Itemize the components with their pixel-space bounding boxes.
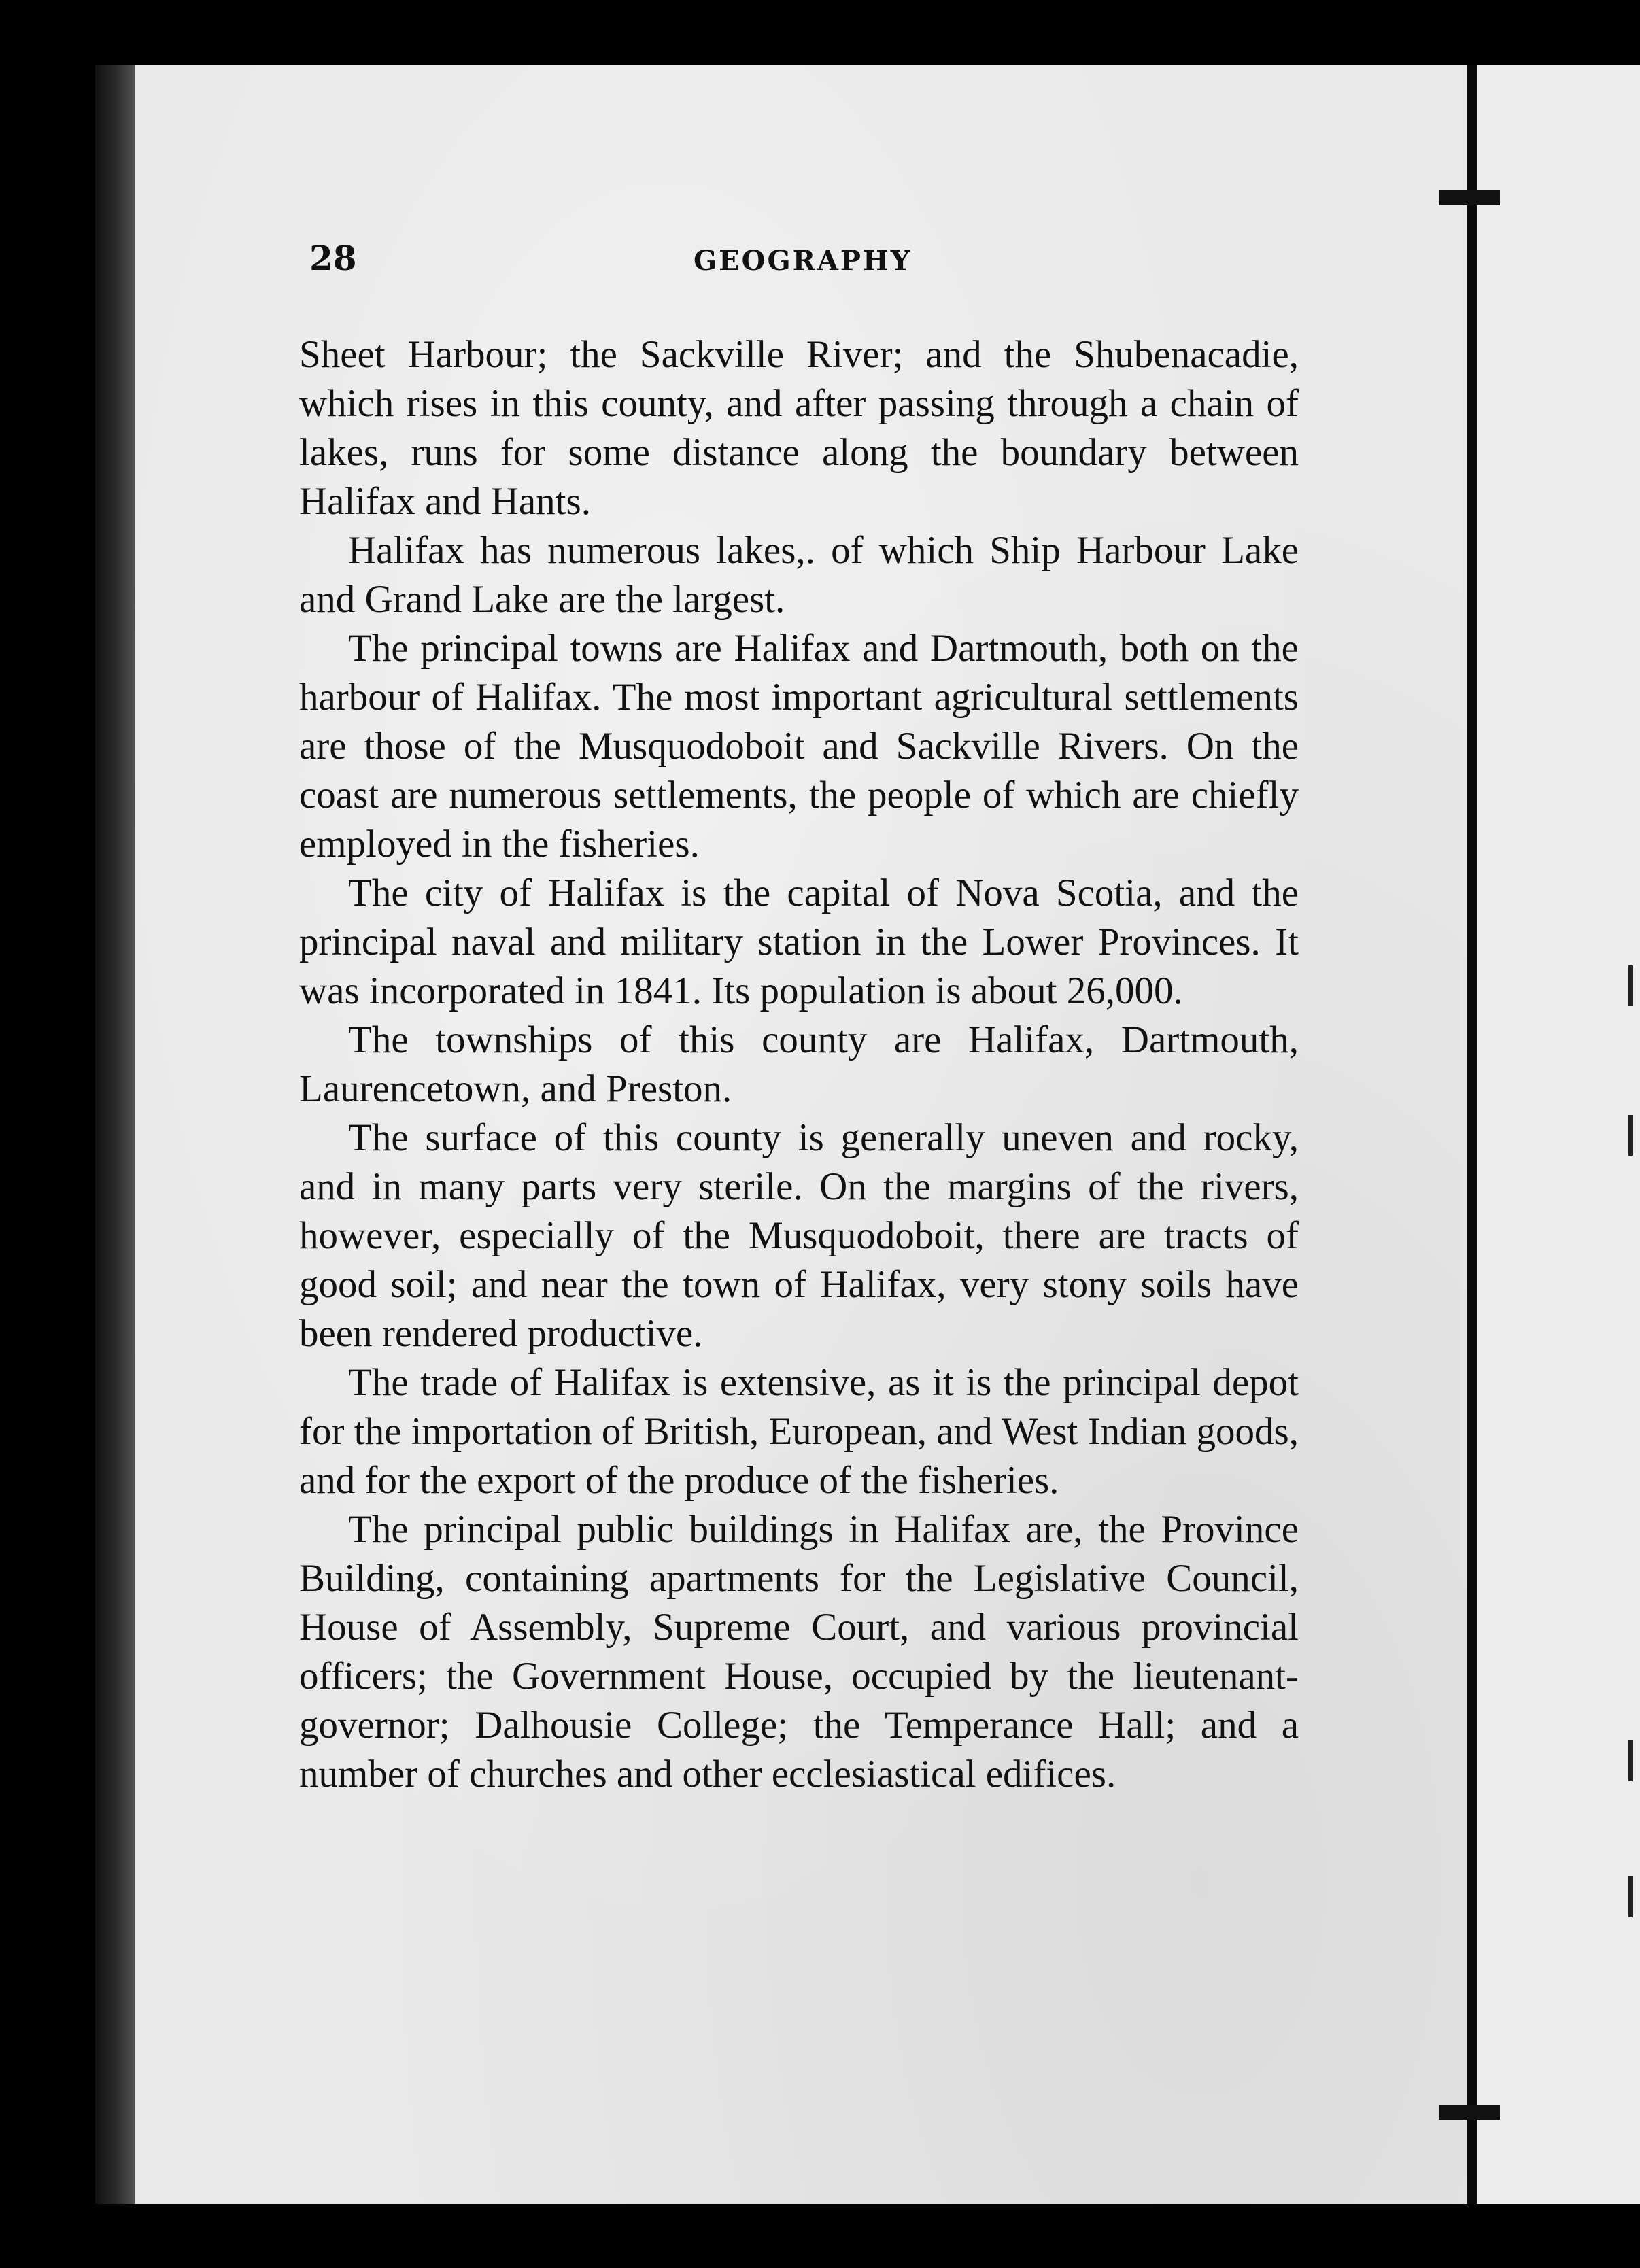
- edge-mark: [1628, 1740, 1633, 1781]
- paragraph: Sheet Harbour; the Sackville River; and the Shubenacadie, which rises in this county, and after passing through a chain of lakes, runs for some distance along the boundary between Halifax and Hants.: [299, 333, 1299, 523]
- paragraph: The trade of Halifax is extensive, as it is the principal depot for the importation of British, European, and West Indian goods, and for the export of the produce of the fisheries.: [299, 1361, 1299, 1502]
- running-head: [309, 238, 1288, 286]
- facing-page-strip: [1477, 65, 1640, 2204]
- paragraph: The principal towns are Halifax and Dartmouth, both on the harbour of Halifax. The most important agricultural settlements are those of the Musquodoboit and Sackville Rivers. On the coast are numerous settlements, the people of which are chiefly employed in the fisheries.: [299, 627, 1299, 865]
- edge-mark: [1628, 1115, 1633, 1156]
- paragraph: The surface of this county is generally uneven and rocky, and in many parts very sterile. On the margins of the rivers, however, especially of the Musquodoboit, there are tracts of good soil; and near the town of Halifax, very stony soils have been rendered productive.: [299, 1116, 1299, 1355]
- edge-mark: [1628, 1876, 1633, 1917]
- binding-clip-top: [1439, 190, 1500, 205]
- binding-clip-bottom: [1439, 2105, 1500, 2120]
- paragraph: The city of Halifax is the capital of Nova Scotia, and the principal naval and military station in the Lower Provinces. It was incorporated in 1841. Its population is about 26,000.: [299, 872, 1299, 1012]
- running-title: GEOGRAPHY: [694, 245, 912, 277]
- edge-mark: [1628, 965, 1633, 1006]
- book-binding-edge: [95, 65, 136, 2204]
- paragraph: The townships of this county are Halifax, Dartmouth, Laurencetown, and Preston.: [299, 1018, 1299, 1110]
- page-number: 28: [309, 238, 357, 278]
- paragraph: Halifax has numerous lakes,. of which Ship Harbour Lake and Grand Lake are the largest.: [299, 529, 1299, 621]
- body-text: [299, 330, 1299, 1799]
- page-right-edge: [1467, 65, 1477, 2204]
- paragraph: The principal public buildings in Halifax are, the Province Building, containing apartments for the Legislative Council, House of Assembly, Supreme Court, and various provincial officers; the Government House, occupied by the lieutenant-governor; Dalhousie College; the Temperance Hall; and a number of churches and other ecclesiastical edifices.: [299, 1508, 1299, 1796]
